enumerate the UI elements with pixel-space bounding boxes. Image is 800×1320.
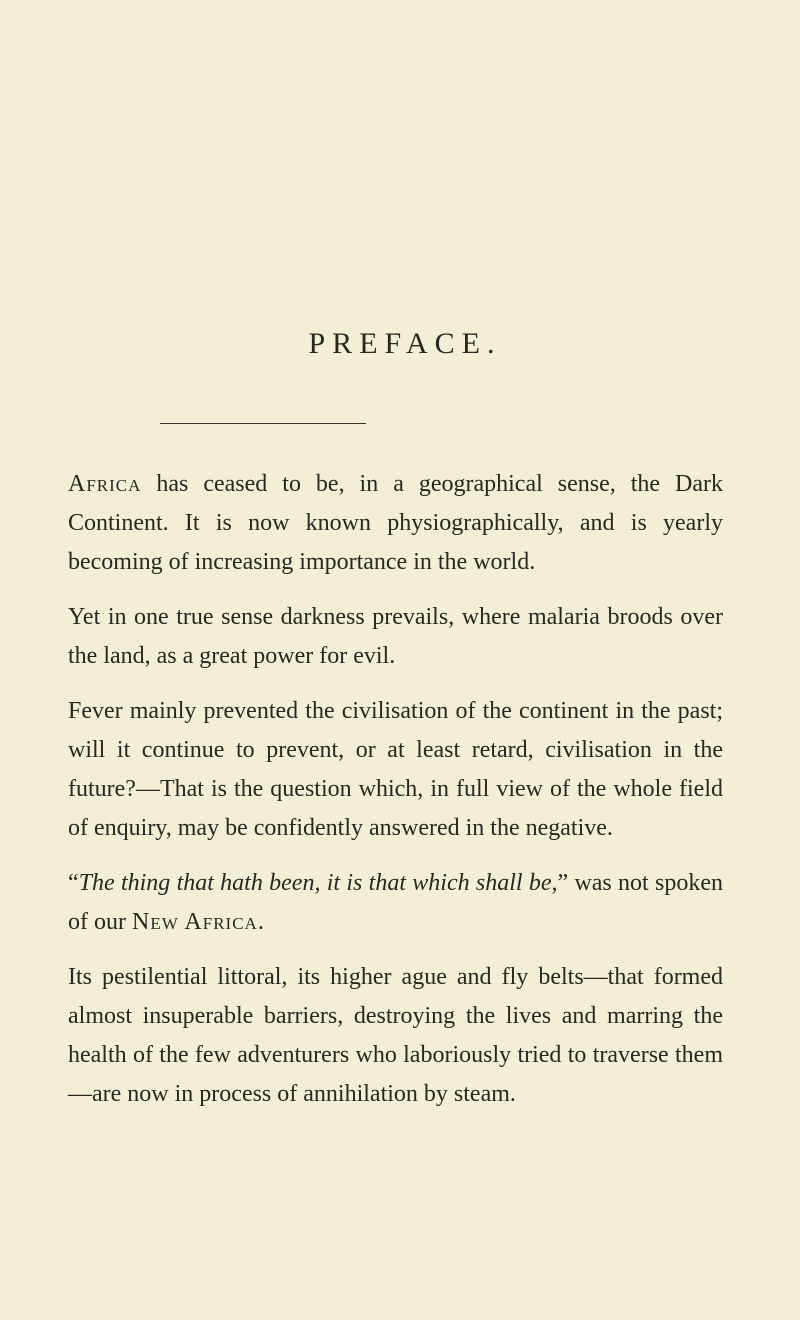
heading-rule xyxy=(160,423,366,424)
tail-words: New Africa. xyxy=(131,909,265,935)
preface-body xyxy=(68,465,723,1130)
biblical-quotation: The thing that hath been, it is that which shall be, xyxy=(78,870,558,896)
close-quote: ” xyxy=(557,870,569,896)
open-quote: “ xyxy=(68,870,79,896)
paragraph-text: Fever mainly prevented the civilisation of the continent in the past; will it continue to prevent, or at least retard, civilisation in the future?—That is the question which, in full view of the whole field of enquiry, may be confidently answered in the negative. xyxy=(68,698,723,841)
paragraph-2 xyxy=(68,598,723,676)
paragraph-1 xyxy=(68,465,723,582)
paragraph-text: has ceased to be, in a geographical sense, the Dark Continent. It is now known physiographically, and is yearly becoming of increasing importance in the world. xyxy=(68,471,723,575)
paragraph-4 xyxy=(68,864,723,942)
paragraph-text: was not spoken of our xyxy=(68,870,723,935)
paragraph-3 xyxy=(68,692,723,848)
paragraph-text: Yet in one true sense darkness prevails, where malaria broods over the land, as a great power for evil. xyxy=(68,604,723,669)
paragraph-5 xyxy=(68,958,723,1114)
preface-heading: PREFACE. xyxy=(308,327,502,360)
lead-word: Africa xyxy=(68,471,142,497)
paragraph-text: Its pestilential littoral, its higher ague and fly belts—that formed almost insuperable barriers, destroying the lives and marring the health of the few adventurers who laboriously tried to traverse them—are now in process of annihilation by steam. xyxy=(68,964,723,1107)
